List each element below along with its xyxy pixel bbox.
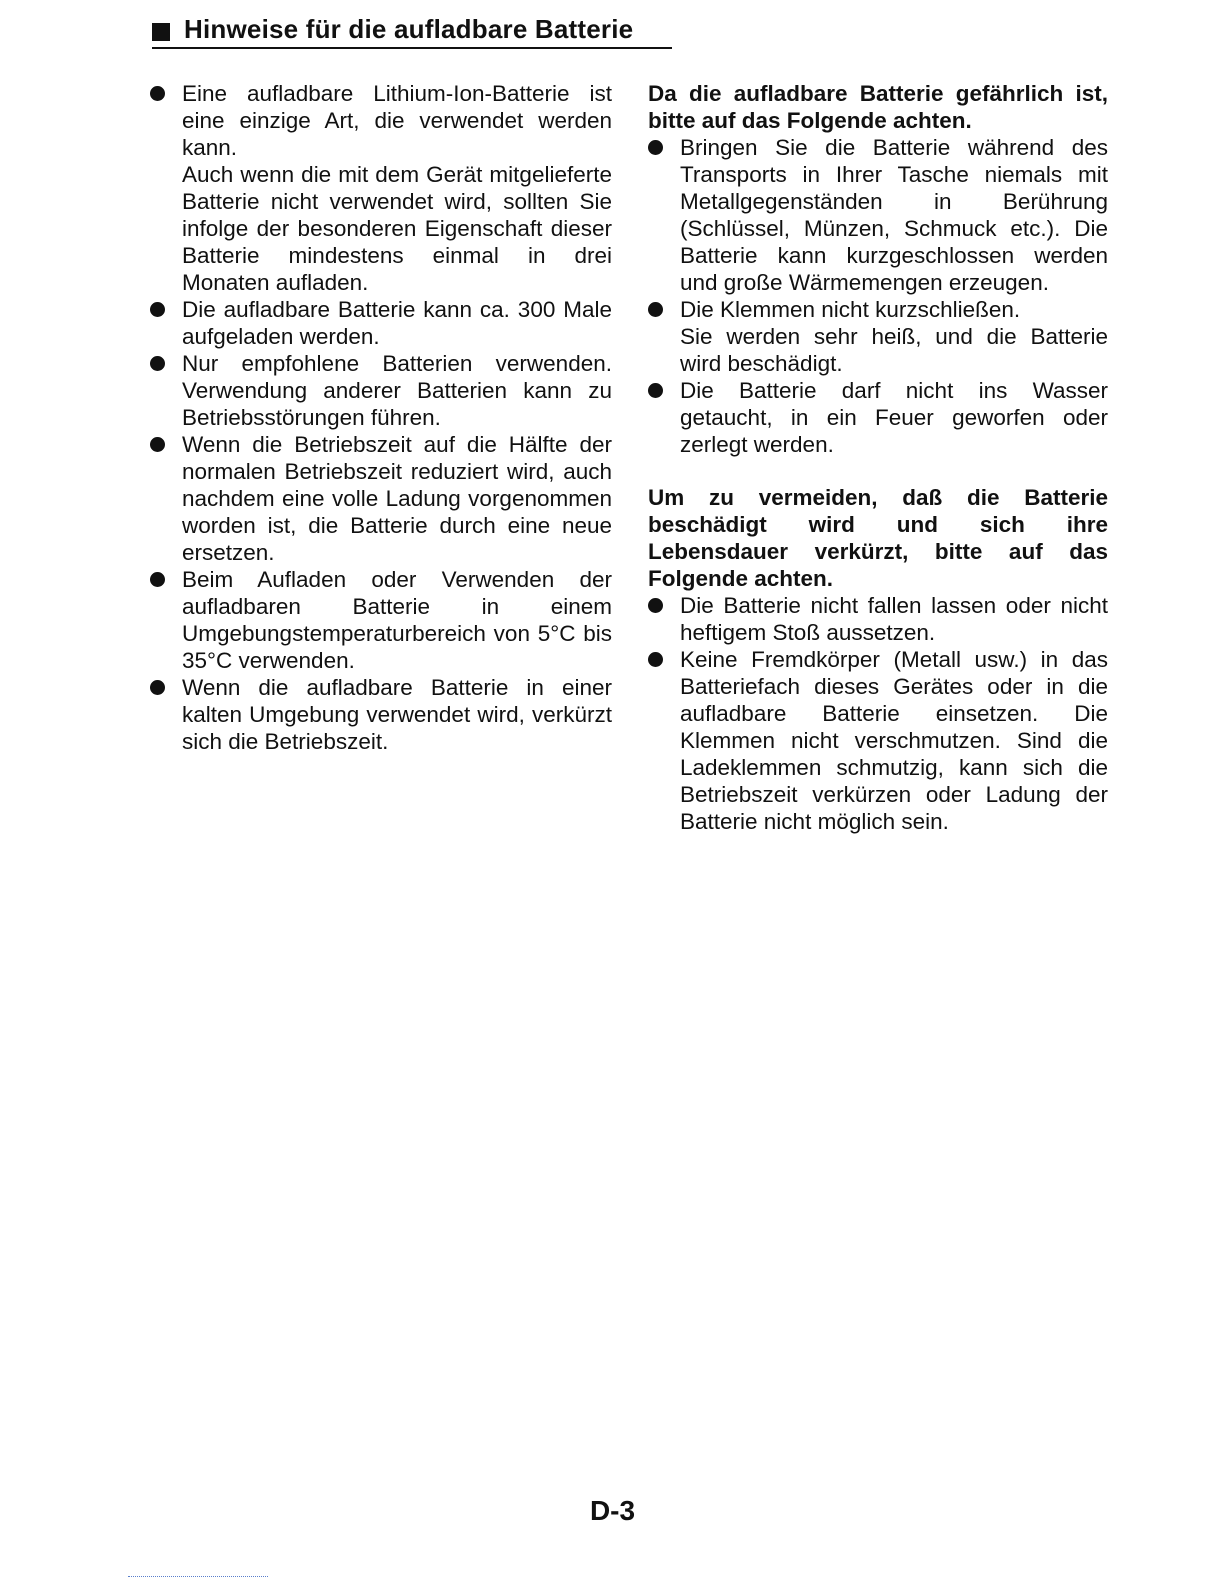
- list-item-text: Die Batterie darf nicht ins Wasser getaucht, in ein Feuer geworfen oder zerlegt werden.: [680, 378, 1108, 457]
- section-heading: [152, 14, 672, 49]
- list-item-text: Wenn die Betriebszeit auf die Hälfte der normalen Betriebszeit reduziert wird, auch nachdem eine volle Ladung vorgenommen worden ist, die Batterie durch eine neue ersetzen.: [182, 432, 612, 565]
- list-item: [648, 377, 1108, 458]
- list-item-text: Wenn die aufladbare Batterie in einer kalten Umgebung verwendet wird, verkürzt sich die Betriebszeit.: [182, 675, 612, 754]
- bullet-dot-icon: [150, 356, 165, 371]
- list-item-text: Die Klemmen nicht kurzschließen.: [680, 297, 1021, 322]
- list-item: [648, 646, 1108, 835]
- left-bullet-list: [150, 80, 612, 755]
- list-item: [648, 296, 1108, 377]
- list-item-text: Keine Fremdkörper (Metall usw.) in das Batteriefach dieses Gerätes oder in die aufladbare Batterie einsetzen. Die Klemmen nicht verschmutzen. Sind die Ladeklemmen schmutzig, kann sich die Betriebszeit verkürzen oder Ladung der Batterie nicht möglich sein.: [680, 647, 1108, 834]
- list-item-text: Eine aufladbare Lithium-Ion-Batterie ist eine einzige Art, die verwendet werden kann.: [182, 81, 612, 160]
- list-item-text: Die Batterie nicht fallen lassen oder nicht heftigem Stoß aussetzen.: [680, 593, 1108, 645]
- list-item-continuation: Auch wenn die mit dem Gerät mitgelieferte Batterie nicht verwendet wird, sollten Sie infolge der besonderen Eigenschaft dieser Batterie mindestens einmal in drei Monaten aufladen.: [182, 162, 612, 295]
- bullet-dot-icon: [648, 140, 663, 155]
- list-item: [648, 134, 1108, 296]
- list-item: [150, 566, 612, 674]
- list-item-text: Nur empfohlene Batterien verwenden. Verwendung anderer Batterien kann zu Betriebsstörungen führen.: [182, 351, 612, 430]
- bullet-dot-icon: [150, 86, 165, 101]
- care-section-heading: Um zu vermeiden, daß die Batterie beschädigt wird und sich ihre Lebensdauer verkürzt, bitte auf das Folgende achten.: [648, 485, 1108, 591]
- page-number: D-3: [589, 1495, 636, 1526]
- bullet-dot-icon: [150, 572, 165, 587]
- heading-title: Hinweise für die aufladbare Batterie: [184, 14, 634, 44]
- care-bullet-list: [648, 592, 1108, 835]
- list-item-text: Die aufladbare Batterie kann ca. 300 Male aufgeladen werden.: [182, 297, 612, 349]
- list-item: [150, 350, 612, 431]
- list-item: [648, 592, 1108, 646]
- left-column: [150, 80, 612, 755]
- list-item-text: Bringen Sie die Batterie während des Transports in Ihrer Tasche niemals mit Metallgegenständen in Berührung (Schlüssel, Münzen, Schmuck etc.). Die Batterie kann kurzgeschlossen werden und große Wärmemengen erzeugen.: [680, 135, 1108, 295]
- danger-section-heading: Da die aufladbare Batterie gefährlich ist, bitte auf das Folgende achten.: [648, 81, 1108, 133]
- list-item: [150, 80, 612, 296]
- list-item-text: Beim Aufladen oder Verwenden der aufladbaren Batterie in einem Umgebungstemperaturbereich von 5°C bis 35°C verwenden.: [182, 567, 612, 673]
- bullet-dot-icon: [648, 383, 663, 398]
- list-item-continuation: Sie werden sehr heiß, und die Batterie wird beschädigt.: [680, 324, 1108, 376]
- bullet-dot-icon: [150, 437, 165, 452]
- bullet-dot-icon: [648, 302, 663, 317]
- bullet-dot-icon: [648, 652, 663, 667]
- footer-divider: [128, 1576, 268, 1577]
- list-item: [150, 296, 612, 350]
- danger-bullet-list: [648, 134, 1108, 458]
- list-item: [150, 674, 612, 755]
- danger-section: [648, 80, 1108, 458]
- list-item: [150, 431, 612, 566]
- bullet-dot-icon: [150, 680, 165, 695]
- right-column: [648, 80, 1108, 835]
- square-bullet-icon: [152, 23, 170, 41]
- bullet-dot-icon: [150, 302, 165, 317]
- bullet-dot-icon: [648, 598, 663, 613]
- care-section: [648, 484, 1108, 835]
